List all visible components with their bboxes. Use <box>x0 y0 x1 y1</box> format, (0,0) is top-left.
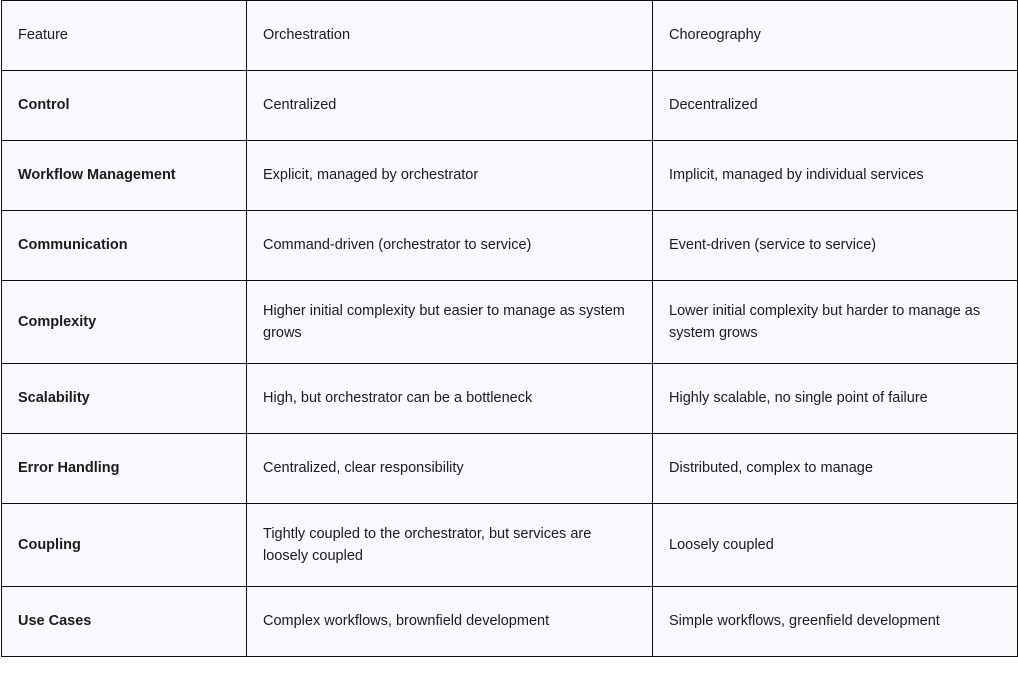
row-feature-label: Workflow Management <box>2 141 247 211</box>
row-choreography-value: Decentralized <box>653 71 1018 141</box>
table-header-row <box>2 1 1018 71</box>
row-feature-label: Use Cases <box>2 587 247 657</box>
row-orchestration-value: Tightly coupled to the orchestrator, but services are loosely coupled <box>247 504 653 587</box>
table-row <box>2 504 1018 587</box>
row-orchestration-value: Command-driven (orchestrator to service) <box>247 211 653 281</box>
row-feature-label: Error Handling <box>2 434 247 504</box>
row-choreography-value: Distributed, complex to manage <box>653 434 1018 504</box>
row-choreography-value: Implicit, managed by individual services <box>653 141 1018 211</box>
comparison-table <box>1 0 1018 657</box>
row-feature-label: Complexity <box>2 281 247 364</box>
row-feature-label: Control <box>2 71 247 141</box>
row-choreography-value: Event-driven (service to service) <box>653 211 1018 281</box>
row-orchestration-value: Centralized <box>247 71 653 141</box>
row-orchestration-value: Higher initial complexity but easier to manage as system grows <box>247 281 653 364</box>
row-choreography-value: Highly scalable, no single point of failure <box>653 364 1018 434</box>
table-row <box>2 71 1018 141</box>
column-header-choreography: Choreography <box>653 1 1018 71</box>
table-row <box>2 434 1018 504</box>
row-orchestration-value: Centralized, clear responsibility <box>247 434 653 504</box>
table-row <box>2 281 1018 364</box>
row-orchestration-value: High, but orchestrator can be a bottleneck <box>247 364 653 434</box>
table-row <box>2 211 1018 281</box>
table-row <box>2 141 1018 211</box>
row-feature-label: Scalability <box>2 364 247 434</box>
column-header-orchestration: Orchestration <box>247 1 653 71</box>
row-orchestration-value: Complex workflows, brownfield development <box>247 587 653 657</box>
row-choreography-value: Lower initial complexity but harder to manage as system grows <box>653 281 1018 364</box>
table-row <box>2 587 1018 657</box>
row-feature-label: Coupling <box>2 504 247 587</box>
table-row <box>2 364 1018 434</box>
row-choreography-value: Simple workflows, greenfield development <box>653 587 1018 657</box>
row-choreography-value: Loosely coupled <box>653 504 1018 587</box>
column-header-feature: Feature <box>2 1 247 71</box>
row-orchestration-value: Explicit, managed by orchestrator <box>247 141 653 211</box>
row-feature-label: Communication <box>2 211 247 281</box>
